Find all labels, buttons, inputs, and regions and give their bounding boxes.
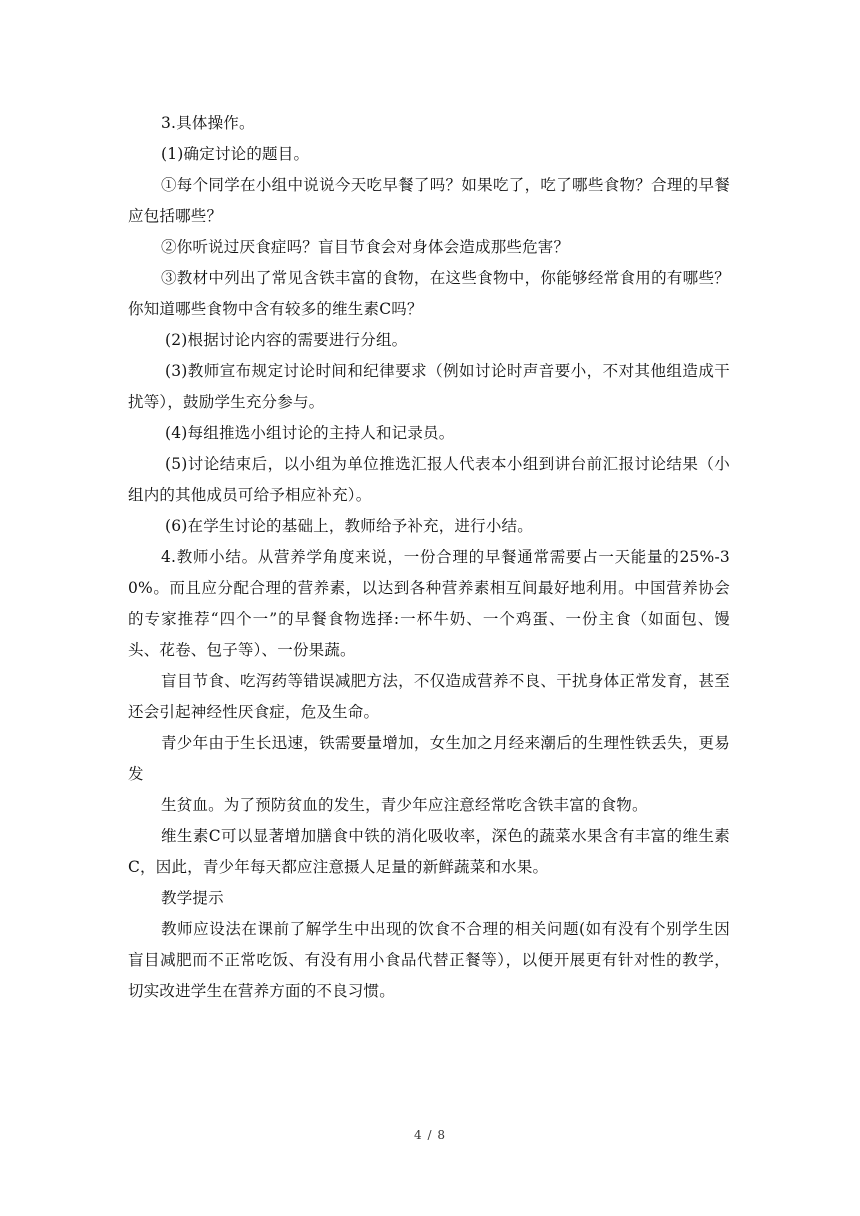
paragraph-question-1: ①每个同学在小组中说说今天吃早餐了吗？如果吃了，吃了哪些食物？合理的早餐应包括哪些？ <box>128 176 730 225</box>
paragraph-iron: 青少年由于生长迅速，铁需要量增加，女生加之月经来潮后的生理性铁丢失，更易发 <box>128 734 730 783</box>
paragraph-question-3: ③教材中列出了常见含铁丰富的食物，在这些食物中，你能够经常食用的有哪些？你知道哪些食物中含有较多的维生素C吗？ <box>128 269 730 318</box>
paragraph-sub-3: (3)教师宣布规定讨论时间和纪律要求（例如讨论时声音要小，不对其他组造成干扰等），鼓励学生充分参与。 <box>128 362 730 411</box>
paragraph-teaching-tips: 教师应设法在课前了解学生中出现的饮食不合理的相关问题(如有没有个别学生因盲目减肥而不正常吃饭、有没有用小食品代替正餐等），以便开展更有针对性的教学，切实改进学生在营养方面的不良习惯。 <box>128 920 730 1000</box>
paragraph-sub-4: (4)每组推选小组讨论的主持人和记录员。 <box>165 424 455 442</box>
page-body <box>128 108 730 1007</box>
paragraph-sub-5: (5)讨论结束后，以小组为单位推选汇报人代表本小组到讲台前汇报讨论结果（小组内的其他成员可给予相应补充）。 <box>128 455 730 504</box>
paragraph-sub-1: (1)确定讨论的题目。 <box>161 145 310 163</box>
paragraph-vitamin-c: 维生素C可以显著增加膳食中铁的消化吸收率，深色的蔬菜水果含有丰富的维生素C，因此，青少年每天都应注意摄人足量的新鲜蔬菜和水果。 <box>128 827 730 876</box>
paragraph-step-heading: 3.具体操作。 <box>161 114 255 132</box>
paragraph-dieting: 盲目节食、吃泻药等错误减肥方法，不仅造成营养不良、干扰身体正常发育，甚至还会引起神经性厌食症，危及生命。 <box>128 672 730 721</box>
paragraph-anemia: 生贫血。为了预防贫血的发生，青少年应注意经常吃含铁丰富的食物。 <box>161 796 648 814</box>
paragraph-teacher-summary: 4.教师小结。从营养学角度来说，一份合理的早餐通常需要占一天能量的25%-30%。而且应分配合理的营养素，以达到各种营养素相互间最好地利用。中国营养协会的专家推荐“四个一”的早餐食物选择:一杯牛奶、一个鸡蛋、一份主食（如面包、馒头、花卷、包子等）、一份果蔬。 <box>128 548 730 659</box>
paragraph-question-2: ②你听说过厌食症吗？盲目节食会对身体会造成那些危害？ <box>161 238 570 256</box>
paragraph-sub-6: (6)在学生讨论的基础上，教师给予补充，进行小结。 <box>165 517 533 535</box>
paragraph-teaching-tips-heading: 教学提示 <box>161 889 224 907</box>
paragraph-sub-2: (2)根据讨论内容的需要进行分组。 <box>165 331 408 349</box>
page-number: 4 / 8 <box>414 1128 446 1142</box>
